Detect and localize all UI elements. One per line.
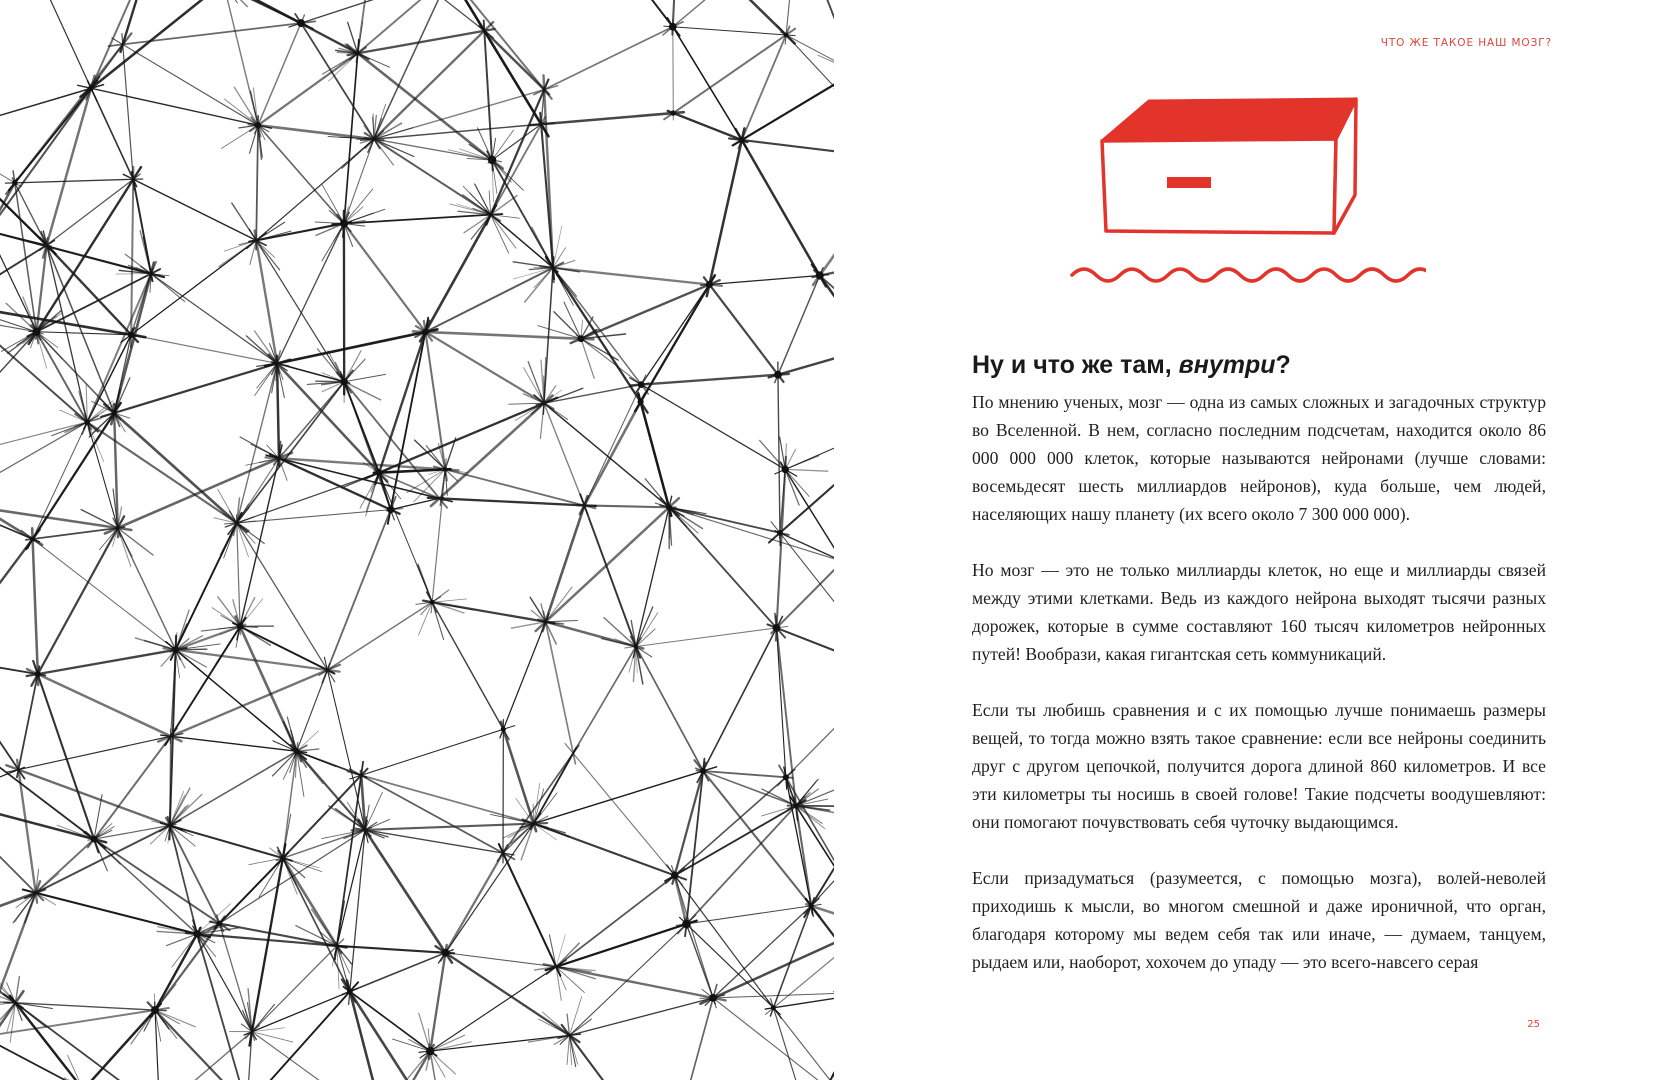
network-strand [230, 511, 335, 682]
network-strand [17, 666, 39, 777]
neuron-node [340, 219, 348, 227]
network-strand [497, 745, 578, 861]
network-strand [565, 744, 683, 886]
right-page [834, 0, 1668, 1080]
network-strand [27, 669, 181, 741]
network-strand [82, 262, 156, 434]
network-strand [234, 351, 281, 536]
network-strand [543, 496, 588, 631]
network-strand [553, 226, 562, 267]
network-strand [540, 403, 544, 438]
network-strand [109, 21, 316, 46]
network-strand [17, 760, 37, 903]
network-strand [224, 240, 256, 251]
neuron-node [91, 836, 98, 843]
network-strand [441, 845, 508, 961]
network-strand [118, 528, 133, 557]
wave-line [1072, 269, 1426, 281]
neuron-node [280, 855, 285, 860]
network-strand [375, 321, 429, 484]
network-strand [669, 507, 670, 538]
neuron-node [774, 371, 782, 379]
network-strand [544, 964, 726, 1000]
network-strand [21, 530, 187, 659]
network-strand [549, 935, 556, 967]
neuron-node [193, 930, 200, 937]
network-strand [161, 735, 307, 752]
network-strand [319, 597, 441, 676]
neuron-node [35, 671, 41, 677]
network-strand [141, 267, 287, 371]
page-number: 25 [1527, 1019, 1540, 1030]
network-strand [492, 130, 513, 160]
network-strand [347, 772, 547, 828]
neuron-node [151, 1006, 159, 1014]
network-strand [685, 759, 704, 937]
network-strand [170, 729, 171, 833]
network-strand [668, 111, 748, 142]
network-strand [249, 222, 351, 242]
network-strand [382, 1045, 434, 1080]
network-strand [27, 269, 160, 336]
network-strand [812, 265, 834, 424]
network-strand [704, 277, 784, 382]
network-strand [338, 215, 433, 341]
network-strand [240, 598, 255, 627]
network-strand [28, 413, 91, 549]
neuron-node [771, 1005, 776, 1010]
network-strand [697, 617, 782, 783]
network-strand [775, 268, 823, 383]
network-strand [546, 587, 572, 622]
network-strand [152, 1025, 259, 1080]
network-strand [0, 991, 23, 1080]
network-strand [233, 623, 334, 674]
neuron-node [347, 989, 353, 995]
neuron-node [666, 505, 672, 511]
neuron-node [294, 748, 300, 754]
network-strand [491, 215, 516, 248]
neuron-node [784, 33, 789, 38]
network-strand [631, 637, 709, 781]
network-strand [633, 496, 671, 658]
network-strand [43, 76, 95, 258]
network-strand [350, 726, 515, 779]
network-strand [534, 22, 683, 95]
network-strand [664, 26, 795, 35]
neuron-node [634, 644, 639, 649]
neuron-node [638, 399, 644, 405]
network-strand [68, 1055, 84, 1080]
network-strand [664, 29, 795, 120]
network-strand [322, 185, 344, 224]
network-strand [499, 844, 561, 976]
network-strand [813, 150, 834, 284]
neuron-node [709, 994, 717, 1002]
network-strand [655, 503, 834, 566]
network-strand [104, 404, 246, 532]
network-strand [166, 642, 306, 760]
neuron-node [669, 23, 677, 31]
network-strand [673, 20, 674, 120]
neuron-node [12, 180, 18, 186]
network-strand [0, 0, 26, 18]
network-strand [767, 1000, 834, 1080]
network-strand [415, 263, 563, 338]
network-strand [32, 325, 91, 430]
neuron-node [387, 506, 394, 513]
network-strand [0, 302, 145, 338]
neuron-node [237, 623, 244, 630]
network-strand [818, 55, 834, 72]
network-strand [531, 112, 684, 125]
neuron-node [793, 803, 798, 808]
network-strand [520, 767, 717, 828]
neuron-node [682, 920, 690, 928]
network-strand [525, 268, 553, 302]
network-strand [684, 918, 715, 1004]
network-strand [166, 818, 224, 932]
running-head: ЧТО ЖЕ ТАКОЕ НАШ МОЗГ? [1380, 37, 1552, 49]
network-strand [33, 661, 98, 852]
network-strand [328, 351, 344, 382]
network-strand [680, 917, 781, 1014]
neuron-node [816, 271, 824, 279]
network-strand [480, 26, 549, 94]
network-strand [638, 393, 671, 515]
network-strand [630, 378, 797, 476]
network-strand [123, 174, 266, 245]
neuron-node [773, 624, 781, 632]
neuron-node [376, 469, 383, 476]
network-strand [0, 1032, 91, 1080]
neuron-node [172, 647, 179, 654]
section-heading: Ну и что же там, внутри? [972, 351, 1291, 379]
paragraph-4: Если призадуматься (разумеется, с помощью мозга), волей-неволей приходишь к мысли, во многом смешной и даже ироничной, что орган, благодаря которому мы ведем себя так или иначе, — думаем, танцуем, рыдаем или, наоборот, хохочем до упаду — это всего-навсего серая [972, 868, 1546, 972]
network-strand [547, 868, 685, 974]
network-strand [158, 665, 340, 742]
network-strand [266, 457, 459, 470]
network-strand [295, 14, 380, 148]
neuron-node [578, 335, 585, 342]
box-drawer-illustration [1066, 95, 1426, 305]
neuron-node [422, 329, 429, 336]
box-front-face [1102, 139, 1336, 233]
network-strand [568, 638, 641, 762]
network-strand [530, 597, 545, 621]
network-strand [770, 898, 814, 1016]
network-strand [237, 523, 255, 543]
heading-emphasis: внутри [1178, 351, 1276, 379]
neuron-node [88, 86, 94, 92]
network-strand [118, 528, 153, 555]
network-strand [241, 1024, 396, 1080]
neuron-node [33, 328, 41, 336]
network-strand [733, 66, 834, 145]
network-strand [220, 523, 236, 555]
network-strand [315, 222, 344, 224]
network-strand [705, 899, 819, 1006]
neuron-node [442, 949, 450, 957]
network-strand [329, 53, 358, 81]
network-strand [418, 565, 433, 602]
neuron-node [255, 122, 261, 128]
network-strand [778, 664, 834, 786]
drawer-handle-icon [1167, 177, 1211, 188]
neuron-node [638, 381, 645, 388]
network-strand [707, 128, 745, 296]
network-strand [775, 531, 834, 564]
neuron-node [501, 727, 506, 732]
network-strand [101, 360, 290, 417]
network-strand [543, 611, 575, 764]
network-strand [255, 15, 305, 133]
network-strand [420, 205, 496, 341]
neuron-node [671, 110, 676, 115]
neuron-node [341, 378, 348, 385]
network-strand [534, 824, 570, 837]
network-strand [776, 457, 786, 641]
network-strand [778, 362, 780, 545]
network-strand [84, 832, 230, 930]
network-strand [223, 0, 247, 7]
network-strand [625, 626, 788, 648]
neuron-node [84, 419, 90, 425]
paragraph-1: По мнению ученых, мозг — одна из самых сложных и загадочных структур во Вселенной. В нем, согласно последним подсчетам, находится около 86 000 000 000 клеток, которые называются нейронами (лучше словами: восемьдесят шесть миллиардов нейронов), куда больше, чем людей, населяющих нашу планету (их всего около 7 300 000 000). [972, 392, 1546, 524]
article [972, 348, 1546, 1004]
network-strand [663, 0, 807, 35]
network-strand [6, 765, 182, 830]
network-strand [672, 763, 705, 884]
network-strand [240, 437, 279, 458]
network-strand [6, 734, 183, 773]
network-strand [151, 274, 185, 302]
network-strand [120, 333, 289, 366]
network-strand [252, 1032, 293, 1042]
network-strand [785, 469, 809, 496]
network-strand [558, 995, 725, 1039]
neuron-node [488, 156, 496, 164]
network-strand [553, 268, 577, 297]
network-strand [359, 820, 452, 963]
network-strand [580, 394, 645, 514]
network-strand [322, 497, 395, 683]
network-strand [221, 0, 261, 137]
network-strand [223, 0, 237, 3]
network-strand [81, 0, 234, 97]
network-strand [0, 321, 46, 477]
network-strand [669, 0, 795, 43]
network-strand [571, 280, 720, 343]
network-strand [193, 926, 257, 1040]
neuron-node [112, 411, 117, 416]
network-strand [335, 821, 368, 956]
network-strand [255, 231, 279, 374]
neuron-node [783, 774, 789, 780]
network-strand [131, 1010, 155, 1044]
neuron-node [443, 467, 448, 472]
network-strand [0, 77, 99, 242]
network-strand [775, 408, 834, 474]
network-strand [635, 275, 715, 411]
network-strand [244, 988, 358, 1035]
neuron-node [700, 768, 706, 774]
network-strand [543, 1012, 570, 1035]
network-strand [367, 473, 380, 511]
network-strand [546, 921, 697, 971]
neuron-node [809, 903, 814, 908]
network-strand [365, 137, 502, 161]
network-strand [738, 27, 789, 149]
network-strand [366, 398, 557, 479]
box-top-face [1102, 99, 1356, 141]
network-strand [335, 762, 363, 960]
network-strand [4, 1002, 166, 1011]
paragraph-3: Если ты любишь сравнения и с их помощью лучше понимаешь размеры вещей, то тогда можно взять такое сравнение: если все нейроны соединить друг с другом цепочкой, получится дорога длиной 860 километров. И все эти километры ты носишь в своей голове! Такие подсчеты воодушевляют: они помогают почувствовать себя чуточку выдающимся. [972, 700, 1546, 832]
neuron-node [426, 1047, 434, 1055]
network-strand [546, 621, 578, 622]
network-strand [471, 215, 491, 239]
neuron-node [782, 466, 789, 473]
neuron-node [777, 530, 783, 536]
network-strand [438, 813, 540, 963]
network-strand [112, 38, 269, 132]
network-strand [12, 0, 97, 101]
neuron-node [671, 872, 678, 879]
network-strand [785, 469, 828, 471]
network-strand [224, 523, 237, 558]
network-strand [160, 745, 307, 831]
neuron-node [297, 19, 305, 27]
network-strand [666, 769, 795, 883]
neuron-node [30, 537, 35, 542]
network-strand [560, 915, 696, 1044]
network-strand [368, 0, 456, 152]
network-strand [365, 133, 500, 221]
network-strand [413, 331, 593, 339]
network-strand [567, 1035, 570, 1064]
network-strand [0, 881, 40, 1048]
network-strand [297, 731, 319, 751]
network-strand [250, 48, 366, 132]
network-strand [57, 825, 94, 839]
network-strand [161, 823, 292, 861]
neuron-node [128, 332, 134, 338]
neuron-node [706, 281, 713, 288]
network-strand [533, 804, 534, 824]
neuron-node [430, 600, 435, 605]
network-strand [785, 456, 819, 470]
network-strand [155, 984, 176, 1010]
paragraph-2: Но мозг — это не только миллиарды клеток, но еще и миллиарды связей между этими клетками. Ведь из каждого нейрона выходят тысячи разных дорожек, которые в сумме составляют 160 тысяч километров нейронных путей! Вообрази, какая гигантская сеть коммуникаций. [972, 560, 1546, 664]
network-strand [324, 657, 368, 843]
network-strand [323, 53, 358, 74]
neuron-node [739, 137, 745, 143]
network-strand [256, 116, 258, 250]
network-strand [416, 326, 554, 409]
neuron-node [217, 921, 223, 927]
network-strand [218, 489, 237, 523]
network-strand [576, 335, 646, 388]
network-strand [736, 129, 826, 286]
network-strand [536, 498, 679, 631]
network-strand [500, 613, 549, 738]
network-strand [342, 950, 453, 995]
network-strand [544, 388, 583, 403]
network-strand [534, 793, 557, 824]
network-strand [536, 383, 649, 405]
network-strand [237, 523, 265, 544]
network-strand [432, 590, 449, 602]
